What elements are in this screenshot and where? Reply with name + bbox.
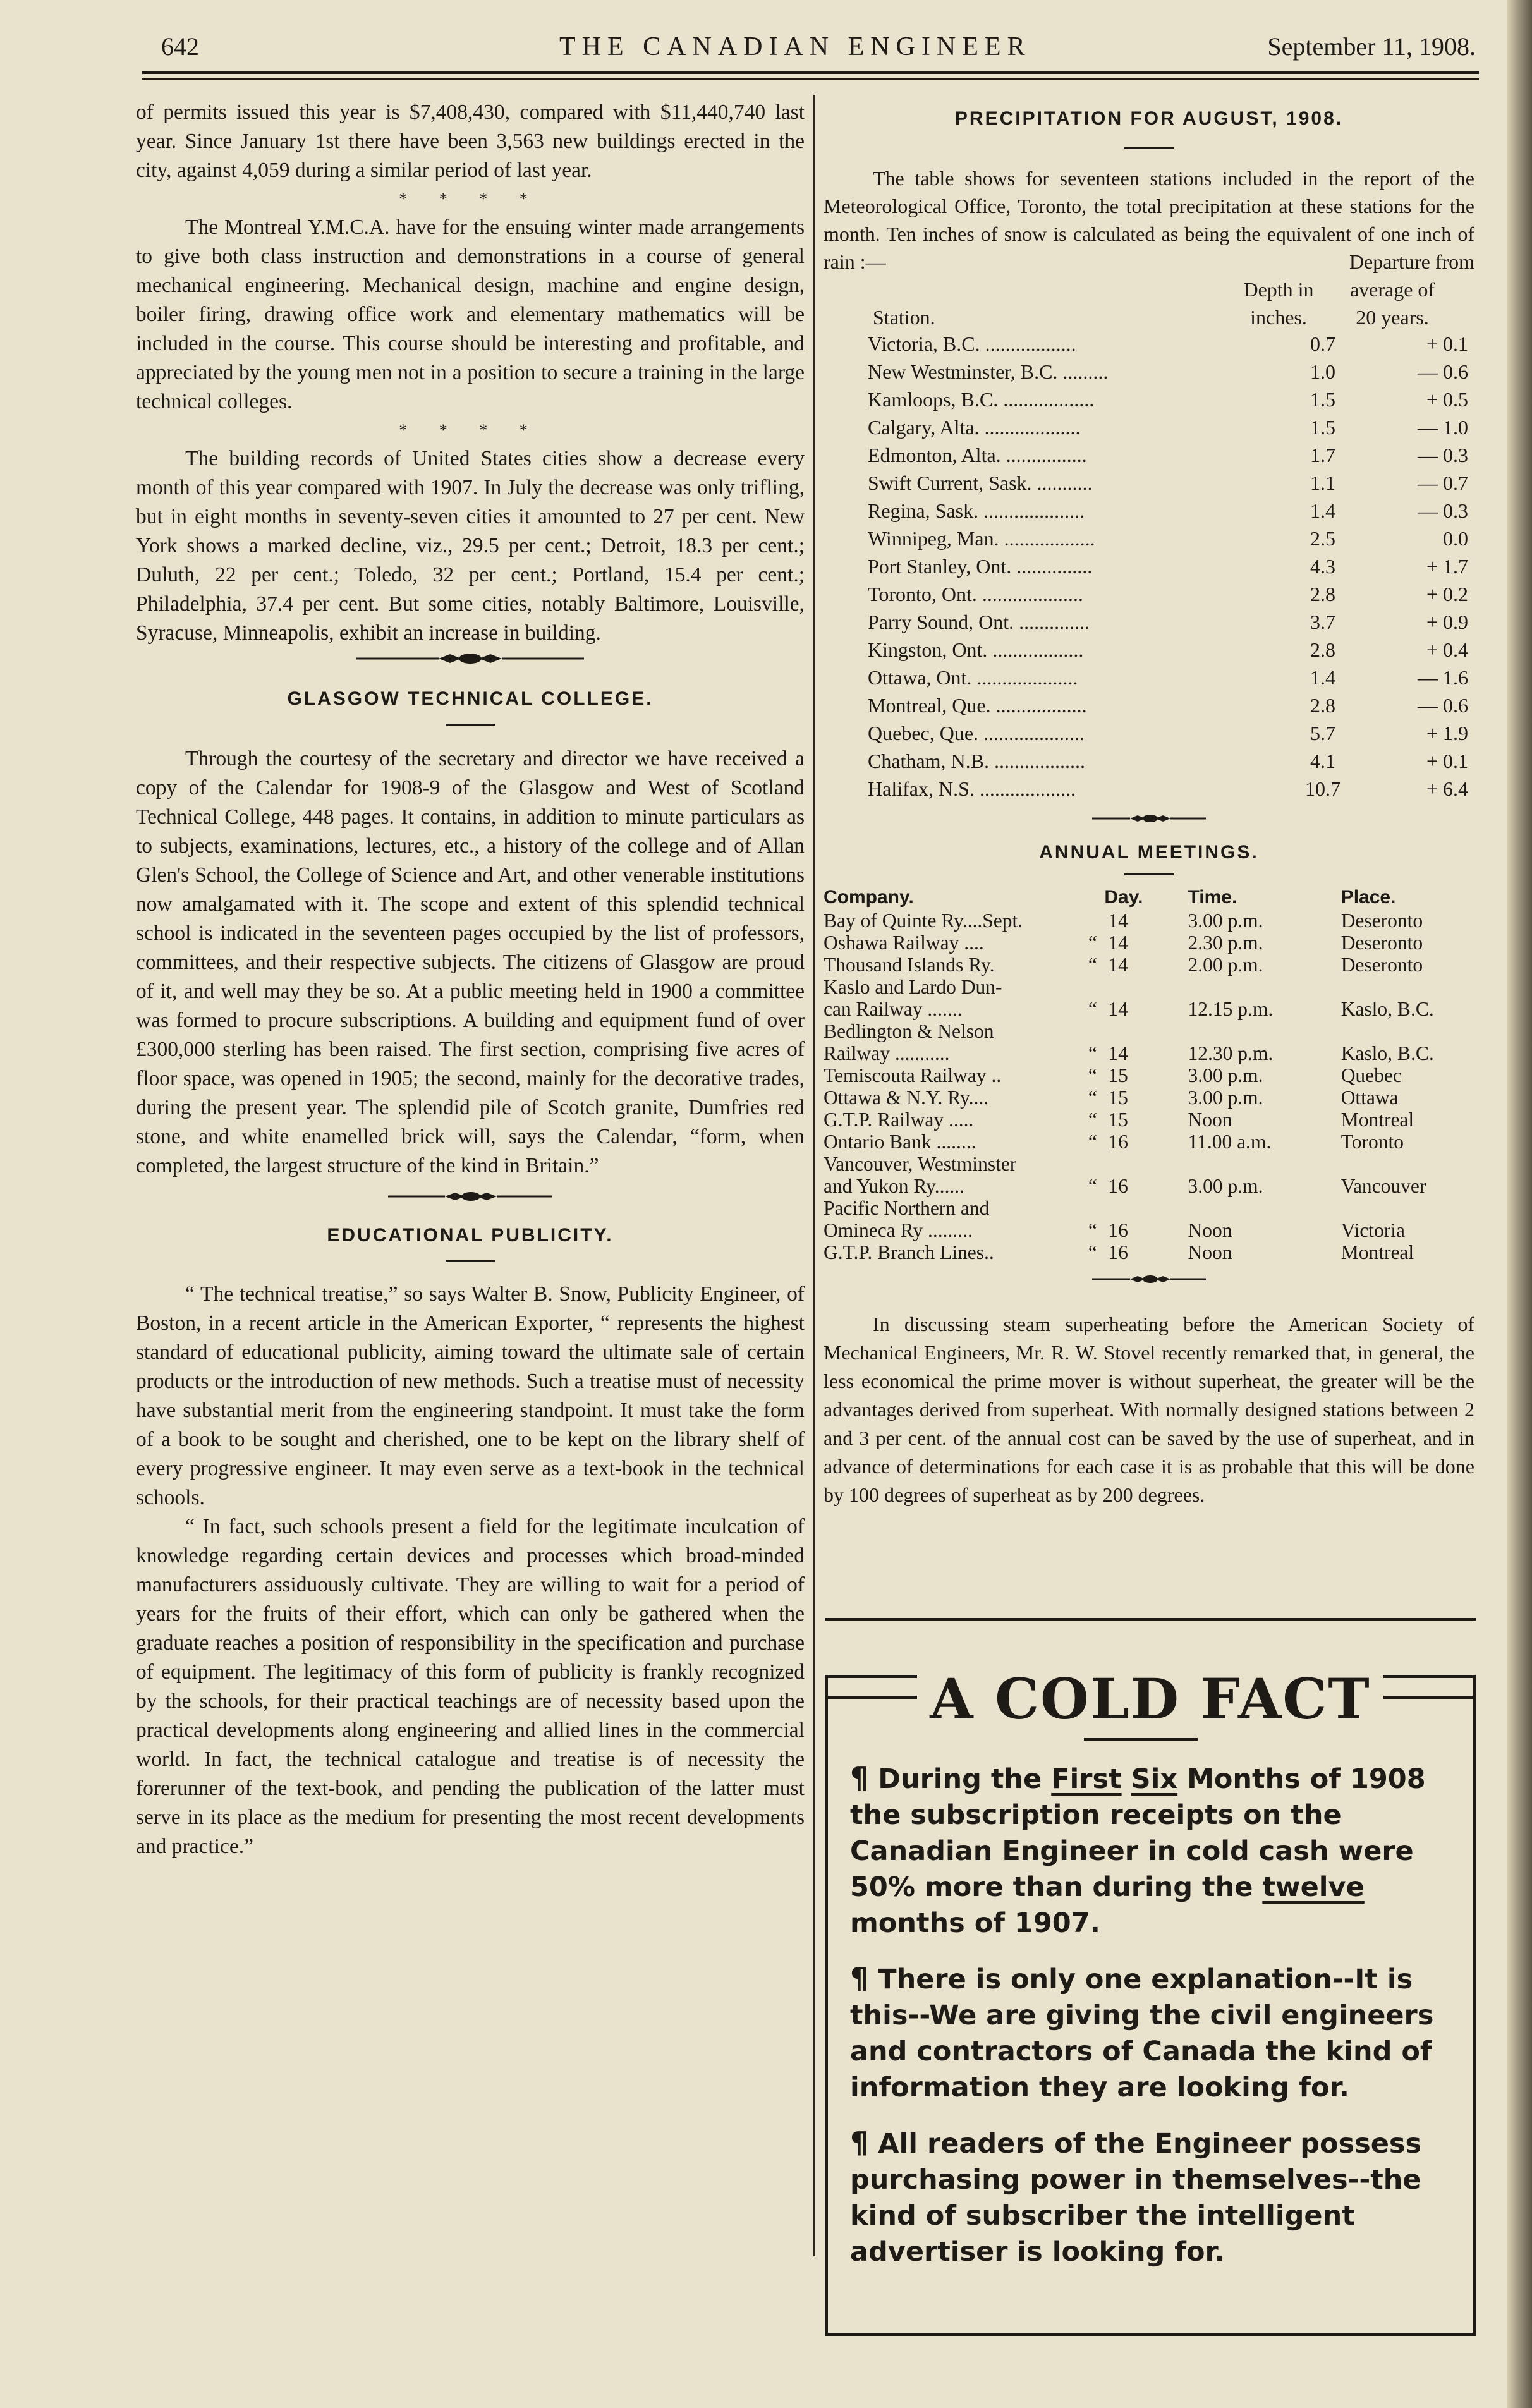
time-cell [1170, 1020, 1310, 1042]
meetings-col-day: Day. [1104, 887, 1143, 908]
meeting-row [824, 909, 1474, 932]
time-cell: 3.00 p.m. [1188, 909, 1263, 932]
day-cell: 14 [1108, 909, 1128, 932]
depth-cell: 1.4 [1310, 499, 1335, 522]
precipitation-row [868, 469, 1468, 497]
company-cell: G.T.P. Branch Lines.. [824, 1241, 994, 1263]
page-header [161, 27, 1476, 71]
meeting-row [824, 1064, 1474, 1086]
ditto-cell: “ [1088, 1064, 1097, 1086]
depth-cell: 5.7 [1310, 722, 1335, 745]
header-rule-thin [142, 78, 1479, 80]
ditto-cell: “ [1088, 1086, 1097, 1109]
right-column [824, 98, 1474, 1509]
meetings-heading: ANNUAL MEETINGS. [1039, 842, 1259, 863]
ornament-divider [388, 1186, 552, 1207]
time-cell [1170, 1153, 1310, 1175]
departure-cell: — 1.6 [1418, 666, 1468, 689]
ditto-cell: “ [1088, 1131, 1097, 1153]
ad-title: A COLD FACT [828, 1670, 1473, 1727]
company-cell: Railway ........... [824, 1042, 950, 1064]
publicity-paragraph-1: “ The technical treatise,” so says Walter B. Snow, Publicity Engineer, of Boston, in a recent article in the American Exporter, “ represents the highest standard of educational publicity, aiming toward the ultimate sale of certain products or the introduction of new methods. Such a treatise must of necessity have substantial merit from the engineering standpoint. It must take the form of a book to be sought and cherished, one to be kept on the library shelf of every progressive engineer. It may even serve as a text-book in the technical schools. [136, 1282, 805, 1509]
pilcrow-icon: ¶ [850, 2125, 869, 2160]
ad-title-underline [1084, 1738, 1198, 1741]
meeting-row [824, 1020, 1474, 1042]
ditto-cell [1081, 976, 1104, 998]
precipitation-table [868, 330, 1468, 803]
company-cell: Oshawa Railway .... [824, 932, 984, 954]
precipitation-row [868, 775, 1468, 803]
company-cell: and Yukon Ry...... [824, 1175, 965, 1197]
ditto-cell: “ [1088, 932, 1097, 954]
building-records-paragraph: The building records of United States cities show a decrease every month of this year compared with 1907. In July the decrease was only trifling, but in eight months in seventy-seven cities it amounted to 27 per cent. New York shows a marked decline, viz., 29.5 per cent.; Detroit, 18.3 per cent.; Duluth, 22 per cent.; Toledo, 32 per cent.; Portland, 15.4 per cent.; Philadelphia, 37.4 per cent. But some cities, notably Baltimore, Louisville, Syracuse, Minneapolis, exhibit an increase in building. [136, 447, 805, 645]
meeting-row [824, 998, 1474, 1020]
station-cell: Kamloops, B.C. .................. [868, 388, 1095, 411]
place-cell [1310, 1153, 1474, 1175]
ditto-cell: “ [1088, 954, 1097, 976]
day-cell [1104, 976, 1170, 998]
precipitation-row [868, 358, 1468, 386]
meeting-row [824, 1197, 1474, 1219]
meeting-row [824, 932, 1474, 954]
page-edge-shadow [1507, 0, 1532, 2408]
departure-cell: + 0.1 [1426, 332, 1468, 355]
place-cell: Quebec [1340, 1064, 1402, 1086]
depth-cell: 2.5 [1310, 527, 1335, 550]
day-cell [1104, 1020, 1170, 1042]
depth-cell: 1.1 [1310, 471, 1335, 494]
depth-cell: 1.7 [1310, 444, 1335, 466]
station-cell: Chatham, N.B. .................. [868, 750, 1085, 772]
company-cell: can Railway ....... [824, 998, 963, 1020]
day-cell: 14 [1108, 932, 1128, 954]
ditto-cell: “ [1088, 1219, 1097, 1241]
time-cell: 3.00 p.m. [1188, 1086, 1263, 1109]
time-cell: Noon [1188, 1219, 1232, 1241]
place-cell: Deseronto [1340, 932, 1423, 954]
precipitation-row [868, 552, 1468, 580]
day-cell: 15 [1108, 1109, 1128, 1131]
meeting-row [824, 1131, 1474, 1153]
departure-cell: — 0.3 [1418, 444, 1468, 466]
meetings-col-place: Place. [1340, 887, 1396, 908]
header-departure-2: average of [1349, 278, 1435, 301]
station-cell: Winnipeg, Man. .................. [868, 527, 1095, 550]
day-cell: 16 [1108, 1175, 1128, 1197]
depth-cell: 4.3 [1310, 555, 1335, 578]
ad-separator-rule [825, 1618, 1476, 1621]
header-depth-2: inches. [1250, 306, 1307, 329]
depth-cell: 10.7 [1305, 777, 1340, 800]
company-cell: Temiscouta Railway .. [824, 1064, 1002, 1086]
precipitation-row [868, 580, 1468, 608]
departure-cell: — 1.0 [1418, 416, 1468, 439]
pilcrow-icon: ¶ [850, 1961, 869, 1995]
depth-cell: 2.8 [1310, 583, 1335, 605]
ditto-cell: “ [1088, 1042, 1097, 1064]
meetings-table [824, 885, 1474, 1263]
meetings-col-time: Time. [1188, 887, 1237, 908]
precipitation-row [868, 525, 1468, 552]
ditto-cell: “ [1088, 1109, 1097, 1131]
ditto-cell [1081, 1197, 1104, 1219]
precipitation-row [868, 608, 1468, 636]
column-divider [813, 95, 815, 2256]
company-cell: Bay of Quinte Ry....Sept. [824, 909, 1023, 932]
depth-cell: 0.7 [1310, 332, 1335, 355]
time-cell: 11.00 a.m. [1188, 1131, 1272, 1153]
ornament-divider [356, 648, 584, 669]
station-cell: Swift Current, Sask. ........... [868, 471, 1093, 494]
ditto-cell: “ [1088, 1241, 1097, 1263]
place-cell: Montreal [1340, 1241, 1414, 1263]
glasgow-paragraph: Through the courtesy of the secretary and director we have received a copy of the Calendar for 1908-9 of the Glasgow and West of Scotland Technical College, 448 pages. It contains, in addition to minute particulars as to subjects, examinations, lectures, etc., a history of the college and of Allan Glen's School, the College of Science and Art, and other venerable institutions now amalgamated with it. The scope and extent of this splendid technical school is indicated in the seventeen pages occupied by the list of professors, committees, and their respective subjects. The citizens of Glasgow are proud of it, and well may they be so. At a public meeting held in 1900 a committee was formed to procure subscriptions. A building and equipment fund of over £300,000 sterling has been raised. The first section, comprising five acres of floor space, was opened in 1905; the second, mainly for the decorative trades, during the present year. The splendid pile of Scotch granite, Dumfries red stone, and white enamelled brick will, says the Calendar, “form, when completed, the largest structure of the kind in Britain.” [136, 747, 805, 1177]
departure-cell: + 0.9 [1426, 611, 1468, 633]
ditto-cell [1081, 1020, 1104, 1042]
precipitation-row [868, 441, 1468, 469]
company-cell: Omineca Ry ......... [824, 1219, 973, 1241]
day-cell: 16 [1108, 1131, 1128, 1153]
header-departure-1: Departure from [1349, 250, 1474, 273]
header-departure-3: 20 years. [1356, 306, 1429, 329]
departure-cell: 0.0 [1443, 527, 1468, 550]
station-cell: Toronto, Ont. .................... [868, 583, 1083, 605]
company-cell: Kaslo and Lardo Dun- [824, 976, 1002, 998]
day-cell: 15 [1108, 1086, 1128, 1109]
day-cell: 14 [1108, 998, 1128, 1020]
time-cell: 3.00 p.m. [1188, 1064, 1263, 1086]
place-cell: Deseronto [1340, 954, 1423, 976]
publication-title: THE CANADIAN ENGINEER [559, 32, 1031, 61]
station-cell: Quebec, Que. .................... [868, 722, 1085, 745]
meeting-row [824, 1042, 1474, 1064]
company-cell: Bedlington & Nelson [824, 1020, 994, 1042]
meeting-row [824, 976, 1474, 998]
precipitation-row [868, 413, 1468, 441]
meeting-row [824, 1175, 1474, 1197]
place-cell [1310, 976, 1474, 998]
depth-cell: 3.7 [1310, 611, 1335, 633]
company-cell: Thousand Islands Ry. [824, 954, 995, 976]
time-cell: 3.00 p.m. [1188, 1175, 1263, 1197]
meetings-col-company: Company. [824, 887, 914, 908]
publicity-heading: EDUCATIONAL PUBLICITY. [327, 1225, 614, 1246]
depth-cell: 1.5 [1310, 416, 1335, 439]
precipitation-table-header [824, 250, 1474, 359]
company-cell: Vancouver, Westminster [824, 1153, 1017, 1175]
day-cell: 15 [1108, 1064, 1128, 1086]
permits-paragraph: of permits issued this year is $7,408,430, compared with $11,440,740 last year. Since January 1st there have been 3,563 new buildings erected in the city, against 4,059 during a similar period of last year. [136, 100, 805, 182]
station-cell: Edmonton, Alta. ................ [868, 444, 1087, 466]
station-cell: New Westminster, B.C. ......... [868, 360, 1109, 383]
precipitation-row [868, 747, 1468, 775]
superheating-paragraph: In discussing steam superheating before the American Society of Mechanical Engineers, Mr. R. W. Stovel recently remarked that, in general, the less economical the prime mover is without superheat, the greater will be the advantages derived from superheat. With normally designed stations between 2 and 3 per cent. of the annual cost can be saved by the use of superheat, and in advance of determinations for each case it is as probable that this will be done by 100 degrees of superheat as by 200 degrees. [824, 1313, 1474, 1506]
station-cell: Victoria, B.C. .................. [868, 332, 1076, 355]
depth-cell: 4.1 [1310, 750, 1335, 772]
departure-cell: — 0.6 [1418, 360, 1468, 383]
left-column [136, 98, 805, 1861]
departure-cell: + 0.5 [1426, 388, 1468, 411]
ornament-divider [1092, 1270, 1206, 1289]
place-cell: Kaslo, B.C. [1340, 1042, 1434, 1064]
glasgow-heading: GLASGOW TECHNICAL COLLEGE. [287, 688, 654, 709]
meeting-row [824, 1086, 1474, 1109]
place-cell: Montreal [1340, 1109, 1414, 1131]
day-cell [1104, 1153, 1170, 1175]
section-stars: * * * * [399, 421, 542, 439]
station-cell: Halifax, N.S. ................... [868, 777, 1076, 800]
station-cell: Regina, Sask. .................... [868, 499, 1085, 522]
depth-cell: 2.8 [1310, 638, 1335, 661]
precipitation-row [868, 664, 1468, 691]
ornament-divider [1092, 809, 1206, 828]
departure-cell: + 6.4 [1426, 777, 1468, 800]
departure-cell: + 0.1 [1426, 750, 1468, 772]
departure-cell: + 0.4 [1426, 638, 1468, 661]
place-cell [1310, 1197, 1474, 1219]
place-cell: Deseronto [1340, 909, 1423, 932]
meeting-row [824, 1219, 1474, 1241]
time-cell: Noon [1188, 1109, 1232, 1131]
departure-cell: — 0.6 [1418, 694, 1468, 717]
time-cell: 2.30 p.m. [1188, 932, 1263, 954]
depth-cell: 2.8 [1310, 694, 1335, 717]
time-cell [1170, 1197, 1310, 1219]
day-cell: 14 [1108, 954, 1128, 976]
ditto-cell [1081, 1153, 1104, 1175]
pilcrow-icon: ¶ [850, 1761, 869, 1795]
station-cell: Port Stanley, Ont. ............... [868, 555, 1093, 578]
departure-cell: + 0.2 [1426, 583, 1468, 605]
ad-body [850, 1760, 1457, 2289]
time-cell: 2.00 p.m. [1188, 954, 1263, 976]
ditto-cell: “ [1088, 1175, 1097, 1197]
station-cell: Ottawa, Ont. .................... [868, 666, 1078, 689]
header-rule [142, 71, 1479, 74]
departure-cell: — 0.7 [1418, 471, 1468, 494]
company-cell: Ontario Bank ........ [824, 1131, 976, 1153]
company-cell: Ottawa & N.Y. Ry.... [824, 1086, 989, 1109]
precipitation-row [868, 386, 1468, 413]
place-cell: Kaslo, B.C. [1340, 998, 1434, 1020]
departure-cell: + 1.7 [1426, 555, 1468, 578]
departure-cell: + 1.9 [1426, 722, 1468, 745]
company-cell: Pacific Northern and [824, 1197, 990, 1219]
meeting-row [824, 1241, 1474, 1263]
depth-cell: 1.4 [1310, 666, 1335, 689]
precipitation-row [868, 719, 1468, 747]
advertisement-box [825, 1666, 1476, 2336]
day-cell: 16 [1108, 1241, 1128, 1263]
publicity-paragraph-2: “ In fact, such schools present a field for the legitimate inculcation of knowledge regarding certain devices and processes which broad-minded manufacturers assiduously cultivate. They are willing to wait for a period of years for the fruits of their effort, which can only be gathered when the graduate reaches a position of responsibility in the specification and purchase of equipment. The legitimacy of this form of publicity is frankly recognized by the schools, for their practical teachings are of necessity based upon the practical developments along engineering and allied lines in the commercial world. In fact, the technical catalogue and treatise is of necessity the forerunner of the text-book, and pending the publication of the latter must serve in its place as the medium for presenting the most recent developments and practice.” [136, 1515, 805, 1858]
ditto-cell: “ [1088, 998, 1097, 1020]
precipitation-intro: The table shows for seventeen stations included in the report of the Meteorological Office, Toronto, the total precipitation at these stations for the month. Ten inches of snow is calculated as being the equivalent of one inch of rain :— [824, 167, 1474, 273]
ad-paragraph-2: ¶ There is only one explanation--It is this--We are giving the civil engineers and contractors of Canada the kind of information they are looking for. [850, 1961, 1434, 2103]
ad-paragraph-3: ¶ All readers of the Engineer possess purchasing power in themselves--the kind of subscriber the intelligent advertiser is looking for. [850, 2125, 1422, 2268]
precipitation-row [868, 497, 1468, 525]
place-cell [1310, 1020, 1474, 1042]
page-number: 642 [161, 32, 199, 61]
company-cell: G.T.P. Railway ..... [824, 1109, 974, 1131]
day-cell: 16 [1108, 1219, 1128, 1241]
place-cell: Victoria [1340, 1219, 1406, 1241]
section-stars: * * * * [399, 190, 542, 208]
time-cell: 12.30 p.m. [1188, 1042, 1274, 1064]
place-cell: Ottawa [1340, 1086, 1399, 1109]
meeting-row [824, 1153, 1474, 1175]
meeting-row [824, 954, 1474, 976]
place-cell: Toronto [1340, 1131, 1404, 1153]
time-cell: Noon [1188, 1241, 1232, 1263]
ditto-cell [1081, 909, 1104, 932]
departure-cell: — 0.3 [1418, 499, 1468, 522]
meeting-row [824, 1109, 1474, 1131]
station-cell: Calgary, Alta. ................... [868, 416, 1081, 439]
station-cell: Kingston, Ont. .................. [868, 638, 1084, 661]
ymca-paragraph: The Montreal Y.M.C.A. have for the ensuing winter made arrangements to give both class instruction and demonstrations in a course of general mechanical engineering. Mechanical design, machine and engine design, boiler firing, drawing office work and elementary mathematics will be included in the course. This course should be interesting and profitable, and appreciated by the young men not in a position to secure a training in the large technical colleges. [136, 216, 805, 413]
precipitation-row [868, 636, 1468, 664]
station-cell: Montreal, Que. .................. [868, 694, 1087, 717]
time-cell [1170, 976, 1310, 998]
place-cell: Vancouver [1340, 1175, 1426, 1197]
precipitation-heading: PRECIPITATION FOR AUGUST, 1908. [954, 108, 1344, 129]
issue-date: September 11, 1908. [1267, 32, 1476, 61]
depth-cell: 1.5 [1310, 388, 1335, 411]
header-station: Station. [873, 306, 935, 329]
ad-paragraph-1: ¶ During the First Six Months of 1908 the subscription receipts on the Canadian Engineer in cold cash were 50% more than during the twelve months of 1907. [850, 1761, 1426, 1939]
time-cell: 12.15 p.m. [1188, 998, 1274, 1020]
day-cell [1104, 1197, 1170, 1219]
station-cell: Parry Sound, Ont. .............. [868, 611, 1090, 633]
day-cell: 14 [1108, 1042, 1128, 1064]
depth-cell: 1.0 [1310, 360, 1335, 383]
precipitation-row [868, 691, 1468, 719]
header-depth-1: Depth in [1243, 278, 1314, 301]
